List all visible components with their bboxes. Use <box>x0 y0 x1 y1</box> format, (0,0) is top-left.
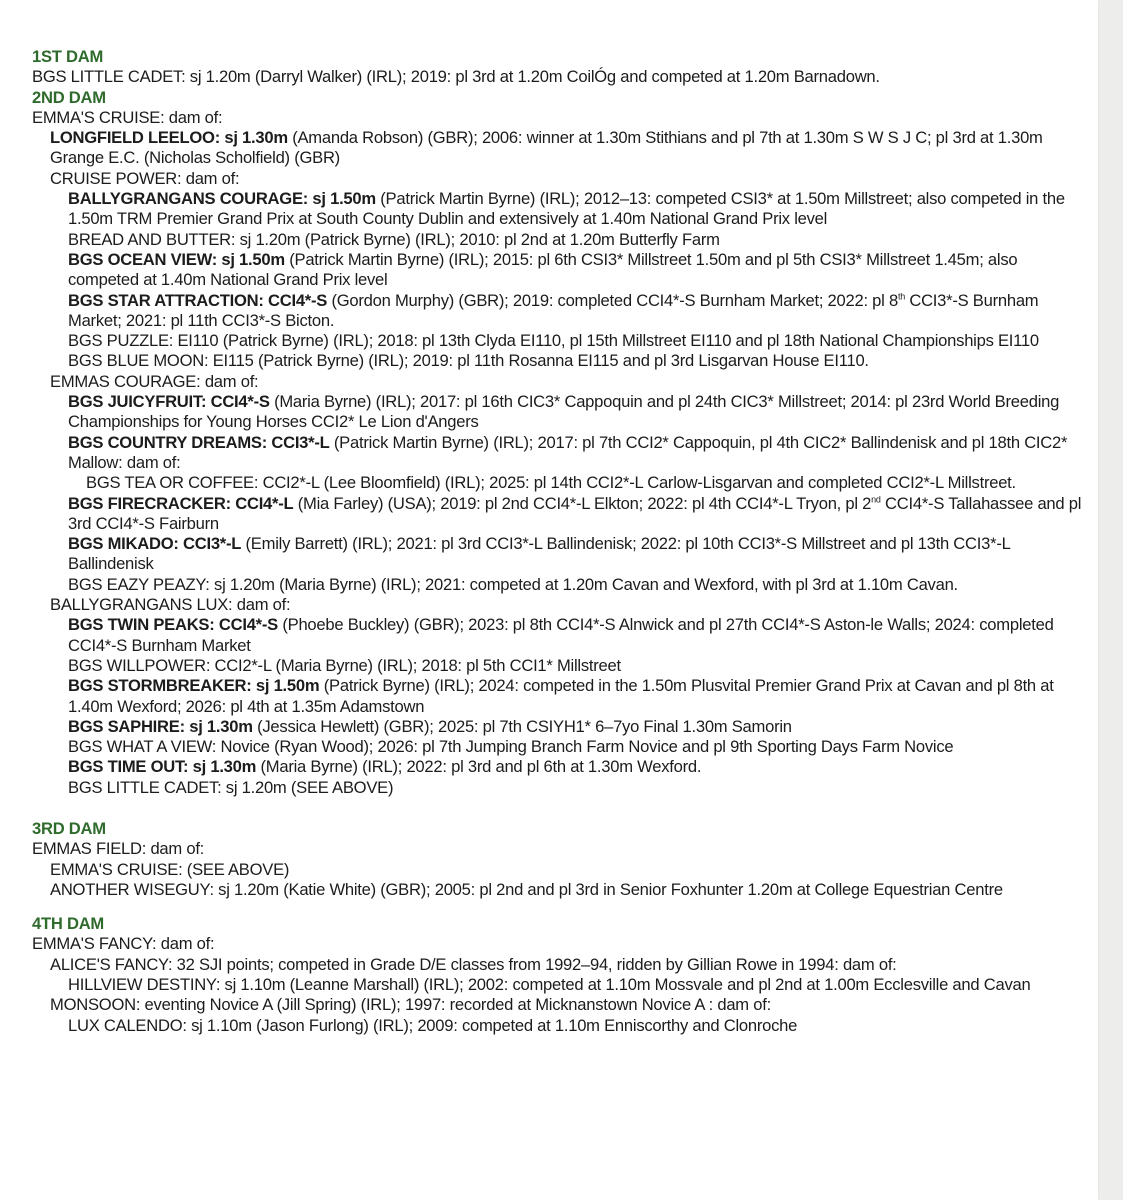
entry-name: BGS JUICYFRUIT: CCI4*-S <box>68 392 270 412</box>
heading-3rd-dam: 3RD DAM <box>32 818 106 838</box>
entry-longfield-leeloo <box>32 128 1092 169</box>
entry-emmas-cruise-ref: EMMA'S CRUISE: (SEE ABOVE) <box>50 859 290 879</box>
entry-bgs-tea-or-coffee: BGS TEA OR COFFEE: CCI2*-L (Lee Bloomfield) (IRL); 2025: pl 14th CCI2*-L Carlow-Lisgarvan and completed CCI2*-L Millstreet. <box>86 473 1016 493</box>
dam4-intro: EMMA'S FANCY: dam of: <box>32 934 215 954</box>
entry-details: (Jessica Hewlett) (GBR); 2025: pl 7th CSIYH1* 6–7yo Final 1.30m Samorin <box>252 716 792 736</box>
ordinal-suffix: nd <box>871 494 881 504</box>
entry-another-wiseguy: ANOTHER WISEGUY: sj 1.20m (Katie White) (GBR); 2005: pl 2nd and pl 3rd in Senior Foxhunter 1.20m at College Equestrian Centre <box>50 879 1003 899</box>
entry-details-cont: CCI4*-S Tallahassee and pl 3rd CCI4*-S Fairburn <box>68 493 1082 533</box>
entry-alices-fancy: ALICE'S FANCY: 32 SJI points; competed in Grade D/E classes from 1992–94, ridden by Gillian Rowe in 1994: dam of: <box>50 954 897 974</box>
entry-details: (Patrick Martin Byrne) (IRL); 2012–13: competed CSI3* at 1.50m Millstreet; also competed in the 1.50m TRM Premier Grand Prix at South County Dublin and extensively at 1.40m National Grand Prix level <box>68 189 1065 229</box>
entry-name: BGS TIME OUT: sj 1.30m <box>68 757 257 777</box>
entry-details: (Maria Byrne) (IRL); 2022: pl 3rd and pl 6th at 1.30m Wexford. <box>256 757 702 777</box>
heading-4th-dam: 4TH DAM <box>32 914 104 934</box>
page-edge <box>1100 0 1123 1200</box>
entry-name: BGS SAPHIRE: sj 1.30m <box>68 716 253 736</box>
entry-details: (Amanda Robson) (GBR); 2006: winner at 1.30m Stithians and pl 7th at 1.30m S W S J C; pl 3rd at 1.30m Grange E.C. (Nicholas Scholfield) (GBR) <box>50 128 1043 168</box>
entry-details: (Phoebe Buckley) (GBR); 2023: pl 8th CCI4*-S Alnwick and pl 27th CCI4*-S Aston-le Walls; 2024: completed CCI4*-S Burnham Market <box>68 615 1054 655</box>
entry-hillview-destiny: HILLVIEW DESTINY: sj 1.10m (Leanne Marshall) (IRL); 2002: competed at 1.10m Mossvale and pl 2nd at 1.00m Ecclesville and Cavan <box>68 975 1031 995</box>
entry-bgs-eazy-peazy: BGS EAZY PEAZY: sj 1.20m (Maria Byrne) (IRL); 2021: competed at 1.20m Cavan and Wexford, with pl 3rd at 1.10m Cavan. <box>68 574 958 594</box>
entry-name: BGS OCEAN VIEW: sj 1.50m <box>68 249 285 269</box>
entry-name: BGS FIRECRACKER: CCI4*-L <box>68 493 294 513</box>
entry-name: BGS COUNTRY DREAMS: CCI3*-L <box>68 432 330 452</box>
entry-bgs-twin-peaks <box>32 615 1092 656</box>
entry-lux-calendo: LUX CALENDO: sj 1.10m (Jason Furlong) (IRL); 2009: competed at 1.10m Enniscorthy and Clonroche <box>68 1015 798 1035</box>
entry-bgs-blue-moon: BGS BLUE MOON: EI115 (Patrick Byrne) (IRL); 2019: pl 11th Rosanna EI115 and pl 3rd Lisgarvan House EI110. <box>68 351 869 371</box>
entry-bgs-star-attraction <box>32 291 1092 332</box>
entry-details: (Patrick Byrne) (IRL); 2024: competed in the 1.50m Plusvital Premier Grand Prix at Cavan and pl 8th at 1.40m Wexford; 2026: pl 4th at 1.35m Adamstown <box>68 676 1054 716</box>
entry-details: (Maria Byrne) (IRL); 2017: pl 16th CIC3* Cappoquin and pl 24th CIC3* Millstreet; 2014: pl 23rd World Breeding Championships for Young Horses CCI2* Le Lion d'Angers <box>68 392 1060 432</box>
entry-name: BGS STORMBREAKER: sj 1.50m <box>68 676 320 696</box>
entry-name: LONGFIELD LEELOO: sj 1.30m <box>50 128 288 148</box>
entry-name: BGS MIKADO: CCI3*-L <box>68 534 242 554</box>
ballygrangans-lux-intro: BALLYGRANGANS LUX: dam of: <box>50 595 291 615</box>
entry-name: BALLYGRANGANS COURAGE: sj 1.50m <box>68 189 376 209</box>
entry-bgs-stormbreaker <box>32 676 1092 717</box>
heading-1st-dam: 1ST DAM <box>32 47 104 66</box>
entry-bgs-ocean-view <box>32 250 1092 291</box>
dam2-intro: EMMA'S CRUISE: dam of: <box>32 107 223 127</box>
entry-bgs-time-out <box>32 757 1092 777</box>
entry-details: (Mia Farley) (USA); 2019: pl 2nd CCI4*-L Elkton; 2022: pl 4th CCI4*-L Tryon, pl 2 <box>293 493 872 513</box>
entry-bgs-country-dreams <box>32 433 1092 474</box>
entry-details-cont: CCI3*-S Burnham Market; 2021: pl 11th CCI3*-S Bicton. <box>68 290 1039 330</box>
entry-bread-and-butter: BREAD AND BUTTER: sj 1.20m (Patrick Byrne) (IRL); 2010: pl 2nd at 1.20m Butterfly Farm <box>68 229 720 249</box>
entry-bgs-what-a-view: BGS WHAT A VIEW: Novice (Ryan Wood); 2026: pl 7th Jumping Branch Farm Novice and pl 9th Sporting Days Farm Novice <box>68 737 954 757</box>
entry-details: (Patrick Martin Byrne) (IRL); 2015: pl 6th CSI3* Millstreet 1.50m and pl 5th CSI3* Millstreet 1.45m; also competed at 1.40m National Grand Prix level <box>68 249 1018 290</box>
entry-details: (Gordon Murphy) (GBR); 2019: completed CCI4*-S Burnham Market; 2022: pl 8 <box>327 290 898 310</box>
heading-2nd-dam: 2ND DAM <box>32 87 106 107</box>
dam1-line: BGS LITTLE CADET: sj 1.20m (Darryl Walker) (IRL); 2019: pl 3rd at 1.20m CoilÓg and competed at 1.20m Barnadown. <box>32 67 880 87</box>
emmas-courage-intro: EMMAS COURAGE: dam of: <box>50 371 259 391</box>
entry-details: (Patrick Martin Byrne) (IRL); 2017: pl 7th CCI2* Cappoquin, pl 4th CIC2* Ballindenisk and pl 18th CIC2* Mallow: dam of: <box>68 432 1068 472</box>
entry-bgs-puzzle: BGS PUZZLE: EI110 (Patrick Byrne) (IRL); 2018: pl 13th Clyda EI110, pl 15th Millstreet EI110 and pl 18th National Championships EI110 <box>68 331 1039 351</box>
entry-bgs-willpower: BGS WILLPOWER: CCI2*-L (Maria Byrne) (IRL); 2018: pl 5th CCI1* Millstreet <box>68 655 621 675</box>
cruise-power-intro: CRUISE POWER: dam of: <box>50 168 240 188</box>
entry-name: BGS STAR ATTRACTION: CCI4*-S <box>68 290 328 310</box>
entry-bgs-mikado <box>32 534 1092 575</box>
entry-bgs-little-cadet-ref: BGS LITTLE CADET: sj 1.20m (SEE ABOVE) <box>68 777 394 797</box>
entry-name: BGS TWIN PEAKS: CCI4*-S <box>68 615 278 635</box>
entry-monsoon: MONSOON: eventing Novice A (Jill Spring) (IRL); 1997: recorded at Micknanstown Novice A : dam of: <box>50 995 771 1015</box>
entry-details: (Emily Barrett) (IRL); 2021: pl 3rd CCI3*-L Ballindenisk; 2022: pl 10th CCI3*-S Millstreet and pl 13th CCI3*-L Ballindenisk <box>68 534 1010 574</box>
dam3-intro: EMMAS FIELD: dam of: <box>32 839 205 859</box>
ordinal-suffix: th <box>897 291 905 302</box>
entry-ballygrangans-courage <box>32 189 1092 230</box>
pedigree-document <box>32 47 1092 1036</box>
entry-bgs-juicyfruit <box>32 392 1092 433</box>
entry-bgs-firecracker <box>32 494 1092 535</box>
entry-bgs-saphire <box>32 717 1092 737</box>
